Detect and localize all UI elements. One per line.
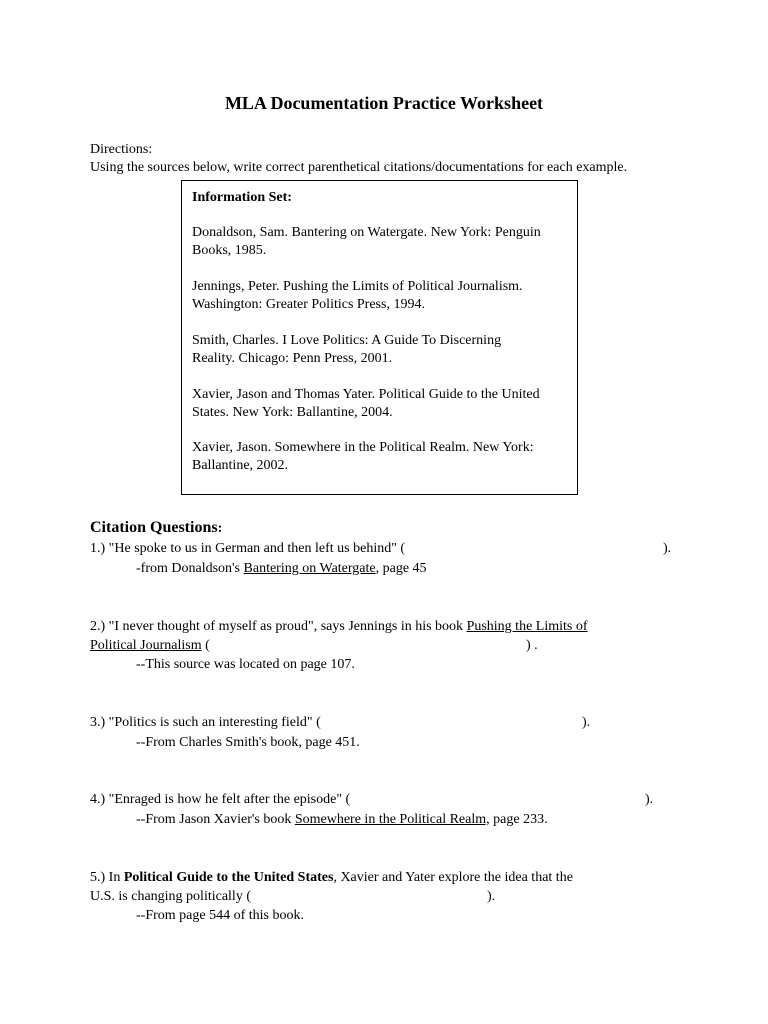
question-4-text: 4.) "Enraged is how he felt after the episode" (: [90, 792, 351, 807]
source-entry-xavier-yater-line1: Xavier, Jason and Thomas Yater. Political Guide to the United: [192, 387, 540, 402]
question-2-title-part2: Political Journalism: [90, 638, 202, 653]
question-5-source: --From page 544 of this book.: [136, 908, 304, 923]
source-entry-smith-line1: Smith, Charles. I Love Politics: A Guide To Discerning: [192, 333, 502, 348]
question-4-source-post: page 233.: [489, 812, 548, 827]
question-3-source: --From Charles Smith's book, page 451.: [136, 735, 360, 750]
citation-questions-heading-text: Citation Questions: [90, 519, 218, 536]
source-entry-donaldson-line1: Donaldson, Sam. Bantering on Watergate. New York: Penguin: [192, 225, 541, 240]
question-2-open: (: [201, 638, 210, 653]
information-set-heading: Information Set:: [192, 190, 292, 205]
citation-questions-heading-colon: :: [217, 521, 223, 536]
question-4-source-title: Somewhere in the Political Realm,: [294, 812, 490, 827]
source-entry-xavier-line2: Ballantine, 2002.: [192, 458, 289, 473]
question-5-book-title: Political Guide to the United States: [123, 870, 334, 885]
source-entry-jennings-line1: Jennings, Peter. Pushing the Limits of Political Journalism.: [192, 279, 523, 294]
source-entry-donaldson-line2: Books, 1985.: [192, 243, 267, 258]
question-5-close: ).: [487, 889, 496, 904]
question-2-source: --This source was located on page 107.: [136, 657, 355, 672]
question-5-pre: 5.) In: [90, 870, 124, 885]
question-4-close: ).: [645, 792, 654, 807]
question-5-line1: [90, 869, 573, 887]
page-title: MLA Documentation Practice Worksheet: [224, 93, 544, 113]
question-2-title-part1: Pushing the Limits of: [466, 619, 588, 634]
source-entry-smith-line2: Reality. Chicago: Penn Press, 2001.: [192, 351, 393, 366]
question-1-source-pre: -from Donaldson's: [136, 561, 244, 576]
source-entry-xavier-yater-line2: States. New York: Ballantine, 2004.: [192, 405, 393, 420]
question-2-text: 2.) "I never thought of myself as proud", says Jennings in his book: [90, 619, 467, 634]
question-2-close: ) .: [526, 638, 538, 653]
question-2-line1: [90, 618, 588, 636]
citation-questions-heading: [90, 519, 222, 538]
directions-label: Directions:: [90, 142, 153, 157]
source-entry-jennings-line2: Washington: Greater Politics Press, 1994.: [192, 297, 425, 312]
question-4-source: [136, 811, 548, 829]
question-1-close: ).: [663, 541, 672, 556]
question-5-line2: U.S. is changing politically (: [90, 889, 251, 904]
question-3-text: 3.) "Politics is such an interesting field" (: [90, 715, 321, 730]
question-2-line2: [90, 637, 210, 655]
question-1-source-post: , page 45: [375, 561, 427, 576]
source-entry-xavier-line1: Xavier, Jason. Somewhere in the Political Realm. New York:: [192, 440, 534, 455]
question-5-post: , Xavier and Yater explore the idea that the: [333, 870, 573, 885]
directions-text: Using the sources below, write correct parenthetical citations/documentations for each example.: [90, 160, 628, 175]
question-1-source-title: Bantering on Watergate: [243, 561, 376, 576]
question-4-source-pre: --From Jason Xavier's book: [136, 812, 295, 827]
question-1-source: [136, 560, 427, 578]
question-1-text: 1.) "He spoke to us in German and then left us behind" (: [90, 541, 406, 556]
question-3-close: ).: [582, 715, 591, 730]
information-set-box: [181, 180, 578, 495]
